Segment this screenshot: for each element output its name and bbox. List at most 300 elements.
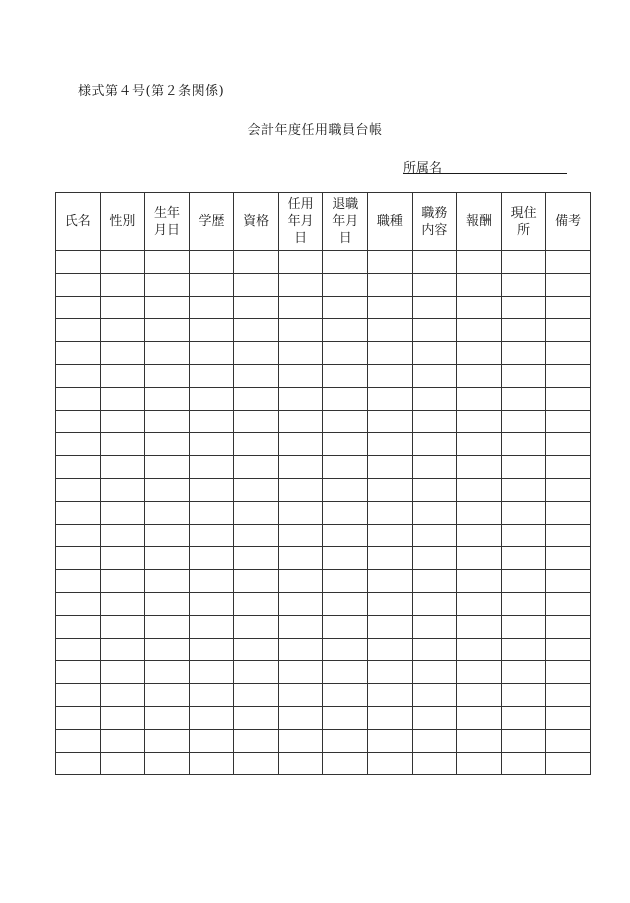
table-cell[interactable] bbox=[56, 524, 101, 547]
table-cell[interactable] bbox=[189, 706, 234, 729]
table-cell[interactable] bbox=[368, 319, 413, 342]
table-cell[interactable] bbox=[546, 364, 591, 387]
table-cell[interactable] bbox=[412, 547, 457, 570]
table-cell[interactable] bbox=[457, 752, 502, 775]
table-cell[interactable] bbox=[234, 273, 279, 296]
table-cell[interactable] bbox=[457, 547, 502, 570]
table-cell[interactable] bbox=[457, 319, 502, 342]
table-cell[interactable] bbox=[457, 296, 502, 319]
table-cell[interactable] bbox=[145, 410, 190, 433]
table-cell[interactable] bbox=[323, 684, 368, 707]
table-cell[interactable] bbox=[368, 456, 413, 479]
table-cell[interactable] bbox=[368, 342, 413, 365]
table-cell[interactable] bbox=[100, 706, 145, 729]
table-cell[interactable] bbox=[412, 387, 457, 410]
table-cell[interactable] bbox=[189, 478, 234, 501]
table-cell[interactable] bbox=[412, 456, 457, 479]
table-cell[interactable] bbox=[56, 570, 101, 593]
table-cell[interactable] bbox=[189, 592, 234, 615]
table-cell[interactable] bbox=[100, 410, 145, 433]
table-cell[interactable] bbox=[412, 410, 457, 433]
affiliation-field[interactable] bbox=[403, 157, 567, 174]
table-cell[interactable] bbox=[100, 524, 145, 547]
table-cell[interactable] bbox=[457, 706, 502, 729]
table-cell[interactable] bbox=[278, 478, 323, 501]
table-cell[interactable] bbox=[100, 342, 145, 365]
table-cell[interactable] bbox=[56, 342, 101, 365]
table-cell[interactable] bbox=[368, 296, 413, 319]
table-cell[interactable] bbox=[278, 706, 323, 729]
table-cell[interactable] bbox=[145, 251, 190, 274]
table-cell[interactable] bbox=[501, 433, 546, 456]
table-cell[interactable] bbox=[145, 273, 190, 296]
table-cell[interactable] bbox=[323, 364, 368, 387]
table-cell[interactable] bbox=[457, 729, 502, 752]
table-cell[interactable] bbox=[457, 684, 502, 707]
table-cell[interactable] bbox=[100, 684, 145, 707]
table-cell[interactable] bbox=[145, 433, 190, 456]
table-cell[interactable] bbox=[368, 273, 413, 296]
table-cell[interactable] bbox=[278, 615, 323, 638]
table-cell[interactable] bbox=[412, 684, 457, 707]
table-cell[interactable] bbox=[546, 387, 591, 410]
table-cell[interactable] bbox=[56, 638, 101, 661]
table-cell[interactable] bbox=[278, 501, 323, 524]
table-cell[interactable] bbox=[412, 752, 457, 775]
table-cell[interactable] bbox=[189, 638, 234, 661]
table-cell[interactable] bbox=[546, 615, 591, 638]
table-cell[interactable] bbox=[234, 661, 279, 684]
table-cell[interactable] bbox=[368, 615, 413, 638]
table-cell[interactable] bbox=[189, 524, 234, 547]
table-cell[interactable] bbox=[546, 296, 591, 319]
table-cell[interactable] bbox=[368, 364, 413, 387]
table-cell[interactable] bbox=[412, 433, 457, 456]
table-cell[interactable] bbox=[412, 251, 457, 274]
table-cell[interactable] bbox=[278, 296, 323, 319]
table-cell[interactable] bbox=[323, 433, 368, 456]
table-cell[interactable] bbox=[234, 706, 279, 729]
table-cell[interactable] bbox=[501, 456, 546, 479]
table-cell[interactable] bbox=[189, 273, 234, 296]
table-row bbox=[56, 547, 591, 570]
table-cell[interactable] bbox=[189, 615, 234, 638]
table-cell[interactable] bbox=[100, 433, 145, 456]
table-cell[interactable] bbox=[145, 684, 190, 707]
table-cell[interactable] bbox=[56, 661, 101, 684]
table-cell[interactable] bbox=[457, 387, 502, 410]
table-cell[interactable] bbox=[189, 387, 234, 410]
table-cell[interactable] bbox=[546, 456, 591, 479]
table-cell[interactable] bbox=[278, 729, 323, 752]
table-cell[interactable] bbox=[234, 342, 279, 365]
table-cell[interactable] bbox=[412, 729, 457, 752]
column-header-remarks: 備考 bbox=[546, 193, 591, 251]
table-cell[interactable] bbox=[145, 570, 190, 593]
table-cell[interactable] bbox=[546, 547, 591, 570]
table-cell[interactable] bbox=[100, 251, 145, 274]
table-row bbox=[56, 342, 591, 365]
table-cell[interactable] bbox=[501, 273, 546, 296]
table-cell[interactable] bbox=[100, 547, 145, 570]
table-cell[interactable] bbox=[189, 296, 234, 319]
table-cell[interactable] bbox=[100, 592, 145, 615]
table-cell[interactable] bbox=[546, 570, 591, 593]
table-cell[interactable] bbox=[278, 570, 323, 593]
table-cell[interactable] bbox=[189, 251, 234, 274]
table-cell[interactable] bbox=[323, 501, 368, 524]
table-cell[interactable] bbox=[412, 296, 457, 319]
table-cell[interactable] bbox=[278, 433, 323, 456]
table-cell[interactable] bbox=[56, 273, 101, 296]
table-cell[interactable] bbox=[501, 547, 546, 570]
table-cell[interactable] bbox=[501, 387, 546, 410]
table-row bbox=[56, 387, 591, 410]
table-cell[interactable] bbox=[323, 456, 368, 479]
table-cell[interactable] bbox=[56, 364, 101, 387]
table-cell[interactable] bbox=[234, 615, 279, 638]
table-cell[interactable] bbox=[189, 684, 234, 707]
table-cell[interactable] bbox=[145, 342, 190, 365]
table-cell[interactable] bbox=[56, 547, 101, 570]
table-cell[interactable] bbox=[546, 706, 591, 729]
table-cell[interactable] bbox=[323, 296, 368, 319]
table-cell[interactable] bbox=[546, 592, 591, 615]
table-cell[interactable] bbox=[323, 706, 368, 729]
table-cell[interactable] bbox=[100, 478, 145, 501]
table-cell[interactable] bbox=[412, 661, 457, 684]
table-cell[interactable] bbox=[501, 592, 546, 615]
table-cell[interactable] bbox=[234, 638, 279, 661]
table-row bbox=[56, 273, 591, 296]
table-cell[interactable] bbox=[189, 456, 234, 479]
table-cell[interactable] bbox=[278, 251, 323, 274]
table-cell[interactable] bbox=[56, 478, 101, 501]
column-header-job-type: 職種 bbox=[368, 193, 413, 251]
table-cell[interactable] bbox=[234, 456, 279, 479]
table-cell[interactable] bbox=[412, 570, 457, 593]
table-cell[interactable] bbox=[501, 684, 546, 707]
table-cell[interactable] bbox=[368, 706, 413, 729]
table-cell[interactable] bbox=[56, 387, 101, 410]
table-cell[interactable] bbox=[457, 501, 502, 524]
table-cell[interactable] bbox=[412, 342, 457, 365]
table-cell[interactable] bbox=[501, 638, 546, 661]
table-cell[interactable] bbox=[368, 592, 413, 615]
table-cell[interactable] bbox=[189, 364, 234, 387]
table-cell[interactable] bbox=[412, 615, 457, 638]
table-cell[interactable] bbox=[100, 501, 145, 524]
table-cell[interactable] bbox=[145, 661, 190, 684]
table-cell[interactable] bbox=[278, 524, 323, 547]
table-cell[interactable] bbox=[100, 273, 145, 296]
table-cell[interactable] bbox=[546, 410, 591, 433]
table-cell[interactable] bbox=[501, 706, 546, 729]
table-cell[interactable] bbox=[145, 478, 190, 501]
table-cell[interactable] bbox=[145, 524, 190, 547]
table-cell[interactable] bbox=[457, 570, 502, 593]
table-cell[interactable] bbox=[546, 319, 591, 342]
table-cell[interactable] bbox=[546, 342, 591, 365]
table-cell[interactable] bbox=[234, 752, 279, 775]
table-cell[interactable] bbox=[368, 387, 413, 410]
table-cell[interactable] bbox=[234, 296, 279, 319]
table-cell[interactable] bbox=[501, 524, 546, 547]
table-cell[interactable] bbox=[56, 456, 101, 479]
table-cell[interactable] bbox=[100, 752, 145, 775]
column-header-birth-date: 生年 月日 bbox=[145, 193, 190, 251]
table-cell[interactable] bbox=[278, 752, 323, 775]
table-cell[interactable] bbox=[546, 524, 591, 547]
table-cell[interactable] bbox=[546, 501, 591, 524]
table-cell[interactable] bbox=[457, 524, 502, 547]
table-cell[interactable] bbox=[501, 296, 546, 319]
table-cell[interactable] bbox=[323, 752, 368, 775]
table-row bbox=[56, 752, 591, 775]
table-cell[interactable] bbox=[145, 706, 190, 729]
table-cell[interactable] bbox=[501, 615, 546, 638]
table-cell[interactable] bbox=[100, 364, 145, 387]
table-cell[interactable] bbox=[278, 638, 323, 661]
table-cell[interactable] bbox=[234, 547, 279, 570]
table-cell[interactable] bbox=[278, 319, 323, 342]
affiliation-label: 所属名 bbox=[403, 161, 443, 176]
table-cell[interactable] bbox=[457, 478, 502, 501]
table-cell[interactable] bbox=[412, 706, 457, 729]
table-cell[interactable] bbox=[56, 319, 101, 342]
table-cell[interactable] bbox=[546, 478, 591, 501]
table-cell[interactable] bbox=[457, 364, 502, 387]
table-cell[interactable] bbox=[189, 410, 234, 433]
table-cell[interactable] bbox=[234, 729, 279, 752]
table-cell[interactable] bbox=[546, 752, 591, 775]
table-cell[interactable] bbox=[145, 752, 190, 775]
table-cell[interactable] bbox=[100, 570, 145, 593]
column-header-qualification: 資格 bbox=[234, 193, 279, 251]
table-cell[interactable] bbox=[145, 296, 190, 319]
table-cell[interactable] bbox=[278, 364, 323, 387]
table-cell[interactable] bbox=[234, 524, 279, 547]
table-cell[interactable] bbox=[457, 273, 502, 296]
table-cell[interactable] bbox=[546, 661, 591, 684]
table-row bbox=[56, 251, 591, 274]
table-cell[interactable] bbox=[368, 729, 413, 752]
table-cell[interactable] bbox=[234, 433, 279, 456]
table-cell[interactable] bbox=[501, 661, 546, 684]
table-cell[interactable] bbox=[100, 729, 145, 752]
table-cell[interactable] bbox=[56, 592, 101, 615]
table-cell[interactable] bbox=[56, 410, 101, 433]
column-header-address: 現住 所 bbox=[501, 193, 546, 251]
table-cell[interactable] bbox=[145, 547, 190, 570]
table-cell[interactable] bbox=[457, 342, 502, 365]
table-cell[interactable] bbox=[278, 592, 323, 615]
table-cell[interactable] bbox=[412, 319, 457, 342]
table-cell[interactable] bbox=[234, 684, 279, 707]
table-cell[interactable] bbox=[323, 251, 368, 274]
table-row bbox=[56, 501, 591, 524]
table-cell[interactable] bbox=[278, 661, 323, 684]
table-row bbox=[56, 478, 591, 501]
column-header-name: 氏名 bbox=[56, 193, 101, 251]
table-cell[interactable] bbox=[234, 478, 279, 501]
table-cell[interactable] bbox=[412, 592, 457, 615]
table-cell[interactable] bbox=[457, 615, 502, 638]
table-cell[interactable] bbox=[100, 615, 145, 638]
table-cell[interactable] bbox=[323, 342, 368, 365]
table-cell[interactable] bbox=[457, 592, 502, 615]
table-cell[interactable] bbox=[501, 410, 546, 433]
table-cell[interactable] bbox=[234, 387, 279, 410]
table-cell[interactable] bbox=[368, 478, 413, 501]
table-cell[interactable] bbox=[412, 638, 457, 661]
column-header-appointment-date: 任用 年月 日 bbox=[278, 193, 323, 251]
table-cell[interactable] bbox=[234, 364, 279, 387]
table-cell[interactable] bbox=[546, 433, 591, 456]
table-cell[interactable] bbox=[100, 296, 145, 319]
table-cell[interactable] bbox=[278, 684, 323, 707]
table-cell[interactable] bbox=[501, 319, 546, 342]
table-cell[interactable] bbox=[323, 410, 368, 433]
table-cell[interactable] bbox=[323, 661, 368, 684]
table-cell[interactable] bbox=[457, 410, 502, 433]
table-cell[interactable] bbox=[145, 592, 190, 615]
table-cell[interactable] bbox=[323, 638, 368, 661]
table-cell[interactable] bbox=[145, 319, 190, 342]
table-cell[interactable] bbox=[457, 638, 502, 661]
table-cell[interactable] bbox=[278, 342, 323, 365]
table-cell[interactable] bbox=[145, 387, 190, 410]
table-cell[interactable] bbox=[368, 547, 413, 570]
table-cell[interactable] bbox=[457, 433, 502, 456]
table-cell[interactable] bbox=[56, 729, 101, 752]
table-cell[interactable] bbox=[368, 684, 413, 707]
table-cell[interactable] bbox=[145, 729, 190, 752]
table-cell[interactable] bbox=[278, 387, 323, 410]
table-cell[interactable] bbox=[100, 638, 145, 661]
table-cell[interactable] bbox=[234, 410, 279, 433]
table-cell[interactable] bbox=[323, 615, 368, 638]
table-cell[interactable] bbox=[412, 478, 457, 501]
table-cell[interactable] bbox=[546, 251, 591, 274]
table-cell[interactable] bbox=[56, 251, 101, 274]
table-cell[interactable] bbox=[145, 456, 190, 479]
table-cell[interactable] bbox=[501, 729, 546, 752]
table-cell[interactable] bbox=[501, 342, 546, 365]
staff-ledger-table bbox=[55, 192, 591, 775]
table-cell[interactable] bbox=[368, 752, 413, 775]
table-cell[interactable] bbox=[323, 319, 368, 342]
table-cell[interactable] bbox=[457, 456, 502, 479]
table-cell[interactable] bbox=[368, 410, 413, 433]
table-cell[interactable] bbox=[323, 478, 368, 501]
table-cell[interactable] bbox=[234, 570, 279, 593]
table-cell[interactable] bbox=[412, 501, 457, 524]
table-cell[interactable] bbox=[323, 547, 368, 570]
table-cell[interactable] bbox=[546, 273, 591, 296]
table-cell[interactable] bbox=[189, 319, 234, 342]
column-header-retirement-date: 退職 年月 日 bbox=[323, 193, 368, 251]
table-cell[interactable] bbox=[56, 752, 101, 775]
table-cell[interactable] bbox=[501, 364, 546, 387]
table-cell[interactable] bbox=[56, 433, 101, 456]
table-cell[interactable] bbox=[234, 251, 279, 274]
table-cell[interactable] bbox=[189, 729, 234, 752]
table-cell[interactable] bbox=[189, 433, 234, 456]
table-cell[interactable] bbox=[189, 661, 234, 684]
table-cell[interactable] bbox=[100, 319, 145, 342]
table-cell[interactable] bbox=[234, 501, 279, 524]
table-cell[interactable] bbox=[501, 501, 546, 524]
table-cell[interactable] bbox=[234, 319, 279, 342]
table-cell[interactable] bbox=[189, 547, 234, 570]
table-row bbox=[56, 364, 591, 387]
table-cell[interactable] bbox=[457, 251, 502, 274]
table-cell[interactable] bbox=[501, 752, 546, 775]
table-cell[interactable] bbox=[100, 456, 145, 479]
table-cell[interactable] bbox=[323, 273, 368, 296]
table-cell[interactable] bbox=[189, 752, 234, 775]
table-cell[interactable] bbox=[412, 524, 457, 547]
table-cell[interactable] bbox=[189, 501, 234, 524]
table-cell[interactable] bbox=[323, 387, 368, 410]
table-cell[interactable] bbox=[56, 615, 101, 638]
table-row bbox=[56, 615, 591, 638]
table-cell[interactable] bbox=[56, 296, 101, 319]
table-cell[interactable] bbox=[368, 501, 413, 524]
table-cell[interactable] bbox=[412, 273, 457, 296]
table-cell[interactable] bbox=[189, 570, 234, 593]
table-cell[interactable] bbox=[546, 684, 591, 707]
table-cell[interactable] bbox=[368, 251, 413, 274]
table-cell[interactable] bbox=[412, 364, 457, 387]
table-cell[interactable] bbox=[145, 638, 190, 661]
table-cell[interactable] bbox=[100, 661, 145, 684]
table-cell[interactable] bbox=[145, 501, 190, 524]
table-cell[interactable] bbox=[501, 478, 546, 501]
table-cell[interactable] bbox=[278, 410, 323, 433]
table-cell[interactable] bbox=[56, 706, 101, 729]
table-cell[interactable] bbox=[278, 273, 323, 296]
table-cell[interactable] bbox=[546, 638, 591, 661]
table-cell[interactable] bbox=[145, 615, 190, 638]
table-row bbox=[56, 684, 591, 707]
table-cell[interactable] bbox=[189, 342, 234, 365]
table-cell[interactable] bbox=[323, 729, 368, 752]
table-cell[interactable] bbox=[323, 570, 368, 593]
table-cell[interactable] bbox=[368, 433, 413, 456]
table-cell[interactable] bbox=[278, 456, 323, 479]
table-cell[interactable] bbox=[56, 501, 101, 524]
table-cell[interactable] bbox=[546, 729, 591, 752]
table-cell[interactable] bbox=[368, 638, 413, 661]
table-cell[interactable] bbox=[323, 592, 368, 615]
table-cell[interactable] bbox=[368, 524, 413, 547]
table-cell[interactable] bbox=[145, 364, 190, 387]
table-row bbox=[56, 729, 591, 752]
table-cell[interactable] bbox=[368, 570, 413, 593]
table-cell[interactable] bbox=[368, 661, 413, 684]
table-row bbox=[56, 410, 591, 433]
table-cell[interactable] bbox=[234, 592, 279, 615]
table-cell[interactable] bbox=[501, 570, 546, 593]
table-cell[interactable] bbox=[323, 524, 368, 547]
table-cell[interactable] bbox=[100, 387, 145, 410]
table-cell[interactable] bbox=[457, 661, 502, 684]
table-cell[interactable] bbox=[56, 684, 101, 707]
table-cell[interactable] bbox=[278, 547, 323, 570]
table-cell[interactable] bbox=[501, 251, 546, 274]
